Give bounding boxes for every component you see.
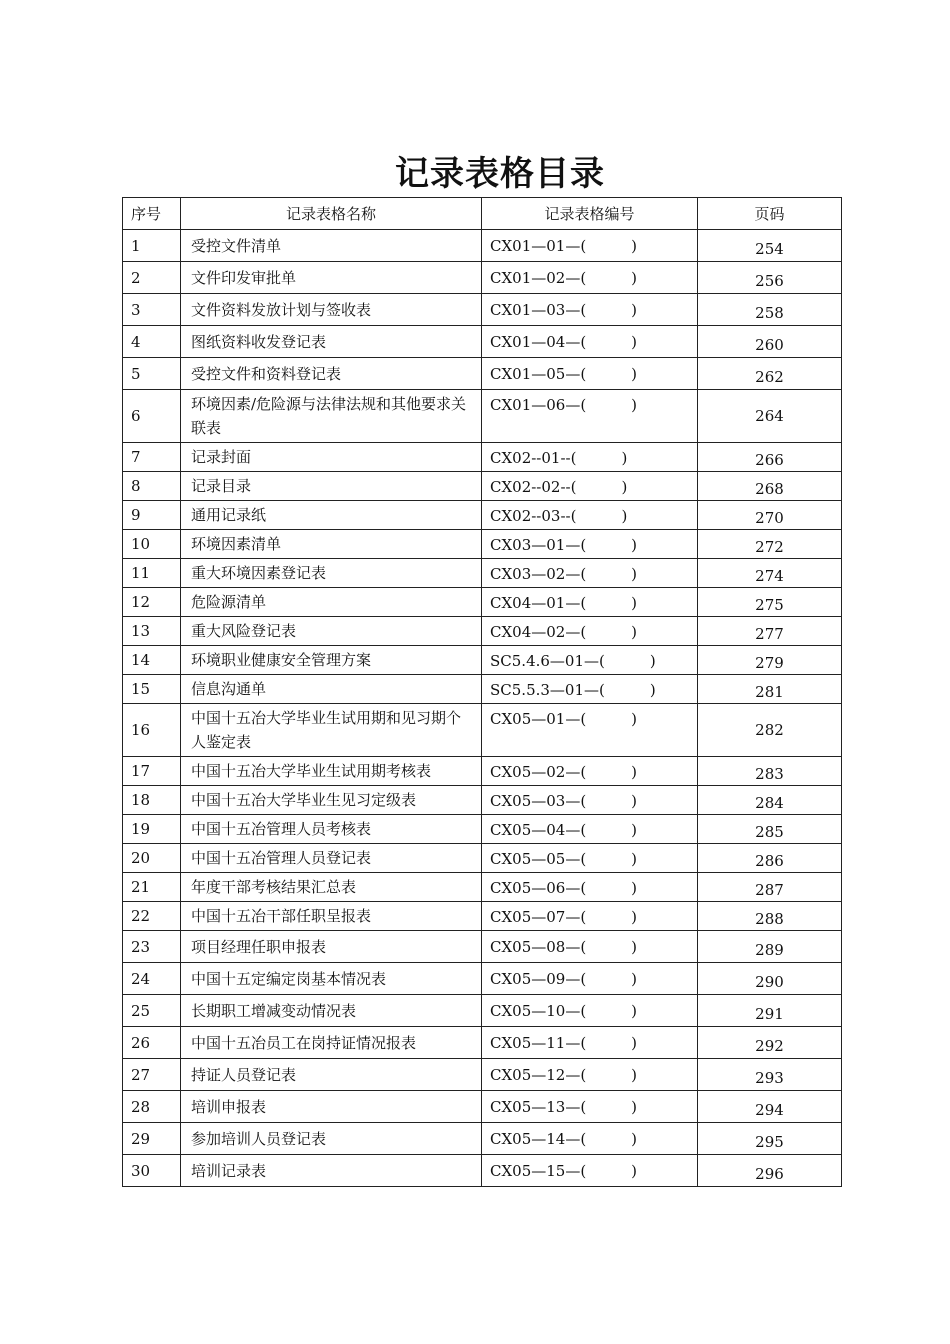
table-row (123, 786, 842, 815)
row-no: 16 (123, 704, 181, 757)
table-row (123, 617, 842, 646)
table-row (123, 1155, 842, 1187)
row-code: CX05—03—( ) (482, 786, 698, 815)
row-code: CX05—02—( ) (482, 757, 698, 786)
row-no: 20 (123, 844, 181, 873)
row-no: 28 (123, 1091, 181, 1123)
row-no: 23 (123, 931, 181, 963)
row-code: CX05—14—( ) (482, 1123, 698, 1155)
row-page: 287 (698, 873, 842, 902)
table-row (123, 675, 842, 704)
row-no: 29 (123, 1123, 181, 1155)
table-row (123, 358, 842, 390)
row-code: CX01—04—( ) (482, 326, 698, 358)
row-name: 参加培训人员登记表 (181, 1123, 482, 1155)
table-row (123, 1027, 842, 1059)
row-name: 环境因素/危险源与法律法规和其他要求关联表 (181, 390, 482, 443)
row-name: 中国十五冶大学毕业生试用期和见习期个人鉴定表 (181, 704, 482, 757)
row-code: CX05—06—( ) (482, 873, 698, 902)
table-header-row (123, 198, 842, 230)
row-no: 13 (123, 617, 181, 646)
table-row (123, 963, 842, 995)
row-no: 8 (123, 472, 181, 501)
row-name: 培训申报表 (181, 1091, 482, 1123)
row-name: 持证人员登记表 (181, 1059, 482, 1091)
row-page: 296 (698, 1155, 842, 1187)
table-row (123, 588, 842, 617)
row-name: 环境因素清单 (181, 530, 482, 559)
table-row (123, 815, 842, 844)
table-row (123, 326, 842, 358)
row-page: 292 (698, 1027, 842, 1059)
row-name: 中国十五定编定岗基本情况表 (181, 963, 482, 995)
row-name: 中国十五冶干部任职呈报表 (181, 902, 482, 931)
table-row (123, 559, 842, 588)
records-table (122, 197, 842, 1187)
row-page: 293 (698, 1059, 842, 1091)
row-no: 11 (123, 559, 181, 588)
row-no: 2 (123, 262, 181, 294)
row-code: CX01—03—( ) (482, 294, 698, 326)
row-name: 项目经理任职申报表 (181, 931, 482, 963)
row-page: 279 (698, 646, 842, 675)
row-page: 282 (698, 704, 842, 757)
row-no: 15 (123, 675, 181, 704)
row-code: CX05—10—( ) (482, 995, 698, 1027)
row-no: 7 (123, 443, 181, 472)
table-row (123, 995, 842, 1027)
row-name: 重大环境因素登记表 (181, 559, 482, 588)
row-name: 中国十五冶管理人员考核表 (181, 815, 482, 844)
row-page: 274 (698, 559, 842, 588)
table-row (123, 472, 842, 501)
row-code: CX05—07—( ) (482, 902, 698, 931)
row-no: 3 (123, 294, 181, 326)
row-name: 重大风险登记表 (181, 617, 482, 646)
table-row (123, 1059, 842, 1091)
row-name: 长期职工增减变动情况表 (181, 995, 482, 1027)
row-page: 286 (698, 844, 842, 873)
row-no: 5 (123, 358, 181, 390)
table-row (123, 390, 842, 443)
row-code: CX05—01—( ) (482, 704, 698, 757)
row-page: 295 (698, 1123, 842, 1155)
row-no: 25 (123, 995, 181, 1027)
row-name: 中国十五冶大学毕业生见习定级表 (181, 786, 482, 815)
row-name: 受控文件和资料登记表 (181, 358, 482, 390)
row-no: 12 (123, 588, 181, 617)
row-name: 记录目录 (181, 472, 482, 501)
row-no: 14 (123, 646, 181, 675)
row-code: CX02--01--( ) (482, 443, 698, 472)
row-page: 260 (698, 326, 842, 358)
row-code: CX04—01—( ) (482, 588, 698, 617)
row-name: 中国十五冶大学毕业生试用期考核表 (181, 757, 482, 786)
row-no: 17 (123, 757, 181, 786)
row-no: 10 (123, 530, 181, 559)
table-row (123, 902, 842, 931)
row-no: 6 (123, 390, 181, 443)
table-row (123, 443, 842, 472)
row-name: 危险源清单 (181, 588, 482, 617)
header-no: 序号 (123, 198, 181, 230)
row-page: 285 (698, 815, 842, 844)
row-code: CX01—06—( ) (482, 390, 698, 443)
table-row (123, 873, 842, 902)
row-no: 19 (123, 815, 181, 844)
row-code: CX05—11—( ) (482, 1027, 698, 1059)
row-page: 288 (698, 902, 842, 931)
table-row (123, 501, 842, 530)
row-page: 254 (698, 230, 842, 262)
header-code: 记录表格编号 (482, 198, 698, 230)
row-code: CX03—01—( ) (482, 530, 698, 559)
row-no: 24 (123, 963, 181, 995)
row-no: 26 (123, 1027, 181, 1059)
row-name: 文件资料发放计划与签收表 (181, 294, 482, 326)
row-page: 256 (698, 262, 842, 294)
table-row (123, 294, 842, 326)
header-page: 页码 (698, 198, 842, 230)
row-code: CX01—05—( ) (482, 358, 698, 390)
row-no: 21 (123, 873, 181, 902)
table-row (123, 646, 842, 675)
row-page: 281 (698, 675, 842, 704)
table-row (123, 230, 842, 262)
row-page: 275 (698, 588, 842, 617)
row-code: SC5.4.6—01—( ) (482, 646, 698, 675)
row-no: 30 (123, 1155, 181, 1187)
row-no: 22 (123, 902, 181, 931)
row-page: 294 (698, 1091, 842, 1123)
row-name: 中国十五冶管理人员登记表 (181, 844, 482, 873)
row-no: 18 (123, 786, 181, 815)
row-code: SC5.5.3—01—( ) (482, 675, 698, 704)
row-name: 图纸资料收发登记表 (181, 326, 482, 358)
row-page: 266 (698, 443, 842, 472)
row-name: 记录封面 (181, 443, 482, 472)
row-code: CX04—02—( ) (482, 617, 698, 646)
row-code: CX03—02—( ) (482, 559, 698, 588)
row-no: 27 (123, 1059, 181, 1091)
header-name: 记录表格名称 (181, 198, 482, 230)
row-page: 291 (698, 995, 842, 1027)
row-code: CX05—09—( ) (482, 963, 698, 995)
row-name: 信息沟通单 (181, 675, 482, 704)
row-code: CX05—05—( ) (482, 844, 698, 873)
row-page: 264 (698, 390, 842, 443)
row-page: 283 (698, 757, 842, 786)
row-code: CX05—12—( ) (482, 1059, 698, 1091)
table-row (123, 1123, 842, 1155)
row-name: 中国十五冶员工在岗持证情况报表 (181, 1027, 482, 1059)
row-page: 272 (698, 530, 842, 559)
row-code: CX01—02—( ) (482, 262, 698, 294)
row-code: CX05—08—( ) (482, 931, 698, 963)
table-row (123, 844, 842, 873)
row-code: CX05—13—( ) (482, 1091, 698, 1123)
row-page: 258 (698, 294, 842, 326)
row-page: 284 (698, 786, 842, 815)
table-row (123, 530, 842, 559)
row-no: 4 (123, 326, 181, 358)
table-body (123, 230, 842, 1187)
row-page: 290 (698, 963, 842, 995)
table-row (123, 704, 842, 757)
row-page: 270 (698, 501, 842, 530)
table-row (123, 931, 842, 963)
row-name: 受控文件清单 (181, 230, 482, 262)
row-name: 通用记录纸 (181, 501, 482, 530)
row-no: 9 (123, 501, 181, 530)
row-name: 培训记录表 (181, 1155, 482, 1187)
table-row (123, 757, 842, 786)
row-no: 1 (123, 230, 181, 262)
table-row (123, 262, 842, 294)
row-code: CX01—01—( ) (482, 230, 698, 262)
row-name: 环境职业健康安全管理方案 (181, 646, 482, 675)
row-page: 268 (698, 472, 842, 501)
row-code: CX02--02--( ) (482, 472, 698, 501)
page-title: 记录表格目录 (395, 154, 605, 194)
row-code: CX02--03--( ) (482, 501, 698, 530)
row-code: CX05—15—( ) (482, 1155, 698, 1187)
row-name: 年度干部考核结果汇总表 (181, 873, 482, 902)
row-page: 262 (698, 358, 842, 390)
row-page: 289 (698, 931, 842, 963)
row-code: CX05—04—( ) (482, 815, 698, 844)
row-page: 277 (698, 617, 842, 646)
table-row (123, 1091, 842, 1123)
row-name: 文件印发审批单 (181, 262, 482, 294)
